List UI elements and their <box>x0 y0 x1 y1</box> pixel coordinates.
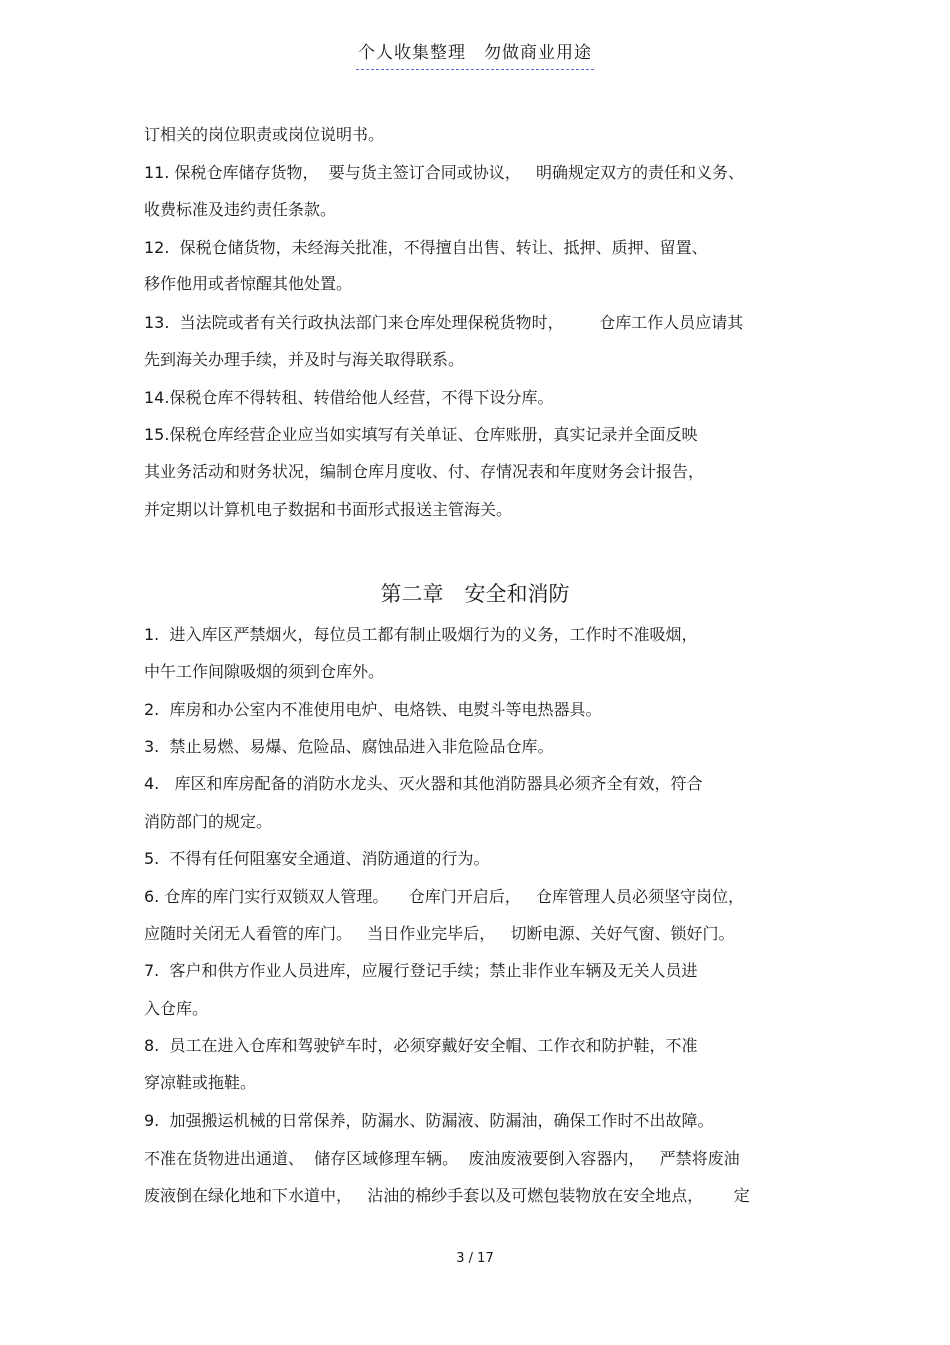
page-header <box>0 38 950 63</box>
text-line: 移作他用或者惊醒其他处置。 <box>144 274 353 293</box>
text-line: 7. 客户和供方作业人员进库，应履行登记手续；禁止非作业车辆及无关人员进 <box>144 961 698 980</box>
text-line: 其业务活动和财务状况，编制仓库月度收、付、存情况表和年度财务会计报告， <box>144 462 705 481</box>
text-line: 收费标准及违约责任条款。 <box>144 200 337 219</box>
text-line: 12. 保税仓储货物，未经海关批准，不得擅自出售、转让、抵押、质押、留置、 <box>144 238 708 257</box>
text-line: 穿凉鞋或拖鞋。 <box>144 1073 257 1092</box>
chapter-title: 第二章 安全和消防 <box>380 582 570 606</box>
text-line: 13. 当法院或者有关行政执法部门来仓库处理保税货物时， 仓库工作人员应请其 <box>144 313 744 332</box>
text-line: 3. 禁止易燃、易爆、危险品、腐蚀品进入非危险品仓库。 <box>144 737 554 756</box>
text-line: 15.保税仓库经营企业应当如实填写有关单证、仓库账册，真实记录并全面反映 <box>144 425 698 444</box>
text-line: 5. 不得有任何阻塞安全通道、消防通道的行为。 <box>144 849 490 868</box>
text-line: 6. 仓库的库门实行双锁双人管理。 仓库门开启后， 仓库管理人员必须坚守岗位， <box>144 887 744 906</box>
page-number: 3 / 17 <box>456 1251 494 1266</box>
text-line: 2. 库房和办公室内不准使用电炉、电烙铁、电熨斗等电热器具。 <box>144 700 602 719</box>
text-line: 9. 加强搬运机械的日常保养，防漏水、防漏液、防漏油，确保工作时不出故障。 <box>144 1111 714 1130</box>
text-line: 1. 进入库区严禁烟火，每位员工都有制止吸烟行为的义务，工作时不准吸烟， <box>144 625 698 644</box>
text-line: 中午工作间隙吸烟的须到仓库外。 <box>144 662 385 681</box>
text-line: 11. 保税仓库储存货物， 要与货主签订合同或协议， 明确规定双方的责任和义务、 <box>144 163 744 182</box>
text-line: 消防部门的规定。 <box>144 812 273 831</box>
text-line: 不准在货物进出通道、 储存区域修理车辆。 废油废液要倒入容器内， 严禁将废油 <box>144 1149 740 1168</box>
text-line: 应随时关闭无人看管的库门。 当日作业完毕后， 切断电源、关好气窗、锁好门。 <box>144 924 735 943</box>
text-line: 先到海关办理手续，并及时与海关取得联系。 <box>144 350 465 369</box>
text-line: 14.保税仓库不得转租、转借给他人经营，不得下设分库。 <box>144 388 554 407</box>
text-line: 入仓库。 <box>144 999 209 1018</box>
text-line: 订相关的岗位职责或岗位说明书。 <box>144 125 385 144</box>
header-text: 个人收集整理 勿做商业用途 <box>356 43 594 70</box>
text-line: 8. 员工在进入仓库和驾驶铲车时，必须穿戴好安全帽、工作衣和防护鞋，不准 <box>144 1036 698 1055</box>
text-line: 并定期以计算机电子数据和书面形式报送主管海关。 <box>144 500 513 519</box>
text-line: 4. 库区和库房配备的消防水龙头、灭火器和其他消防器具必须齐全有效，符合 <box>144 774 703 793</box>
text-line: 废液倒在绿化地和下水道中， 沾油的棉纱手套以及可燃包装物放在安全地点， 定 <box>144 1186 750 1205</box>
